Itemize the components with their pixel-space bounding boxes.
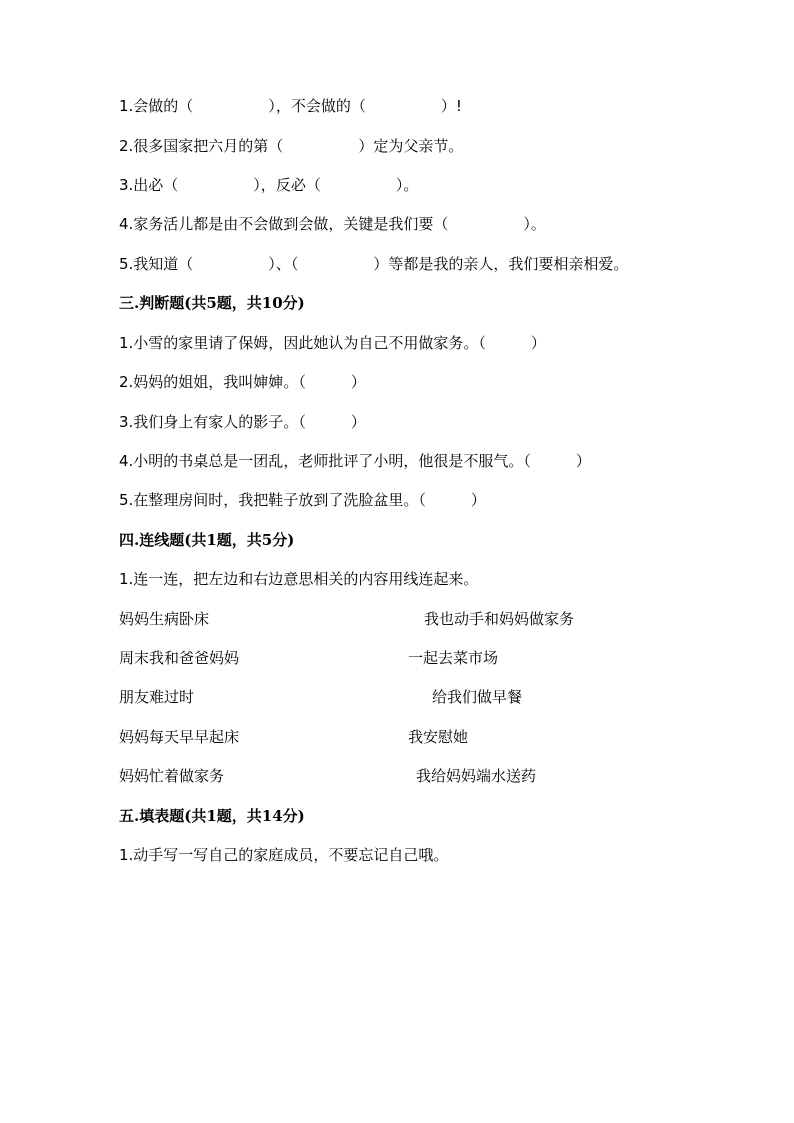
table-question: 1.动手写一写自己的家庭成员，不要忘记自己哦。 (119, 846, 449, 864)
matching-left-item-1: 妈妈生病卧床 (119, 610, 210, 628)
matching-question: 1.连一连，把左边和右边意思相关的内容用线连起来。 (119, 570, 479, 588)
matching-right-item-2: 一起去菜市场 (408, 649, 499, 667)
fill-blank-item-1: 1.会做的（ ），不会做的（ ）! (119, 97, 462, 115)
judgment-item-2: 2.妈妈的姐姐，我叫婶婶。（ ） (119, 373, 366, 391)
judgment-item-1: 1.小雪的家里请了保姆，因此她认为自己不用做家务。（ ） (119, 334, 546, 352)
matching-right-item-4: 我安慰她 (408, 728, 469, 746)
fill-blank-item-4: 4.家务活儿都是由不会做到会做，关键是我们要（ ）。 (119, 215, 546, 233)
section-4-heading: 四.连线题(共1题，共5分) (119, 531, 295, 549)
fill-blank-item-5: 5.我知道（ ）、（ ）等都是我的亲人，我们要相亲相爱。 (119, 255, 629, 273)
section-3-heading: 三.判断题(共5题，共10分) (119, 294, 305, 312)
matching-left-item-4: 妈妈每天早早起床 (119, 728, 240, 746)
judgment-item-5: 5.在整理房间时，我把鞋子放到了洗脸盆里。（ ） (119, 491, 486, 509)
matching-right-item-3: 给我们做早餐 (432, 688, 523, 706)
fill-blank-item-2: 2.很多国家把六月的第（ ）定为父亲节。 (119, 137, 464, 155)
fill-blank-item-3: 3.出必（ ），反必（ ）。 (119, 176, 419, 194)
matching-right-item-5: 我给妈妈端水送药 (416, 767, 537, 785)
matching-left-item-2: 周末我和爸爸妈妈 (119, 649, 240, 667)
judgment-item-3: 3.我们身上有家人的影子。（ ） (119, 413, 366, 431)
matching-right-item-1: 我也动手和妈妈做家务 (424, 610, 575, 628)
matching-left-item-3: 朋友难过时 (119, 688, 195, 706)
section-5-heading: 五.填表题(共1题，共14分) (119, 807, 305, 825)
matching-left-item-5: 妈妈忙着做家务 (119, 767, 225, 785)
judgment-item-4: 4.小明的书桌总是一团乱，老师批评了小明，他很是不服气。（ ） (119, 452, 591, 470)
